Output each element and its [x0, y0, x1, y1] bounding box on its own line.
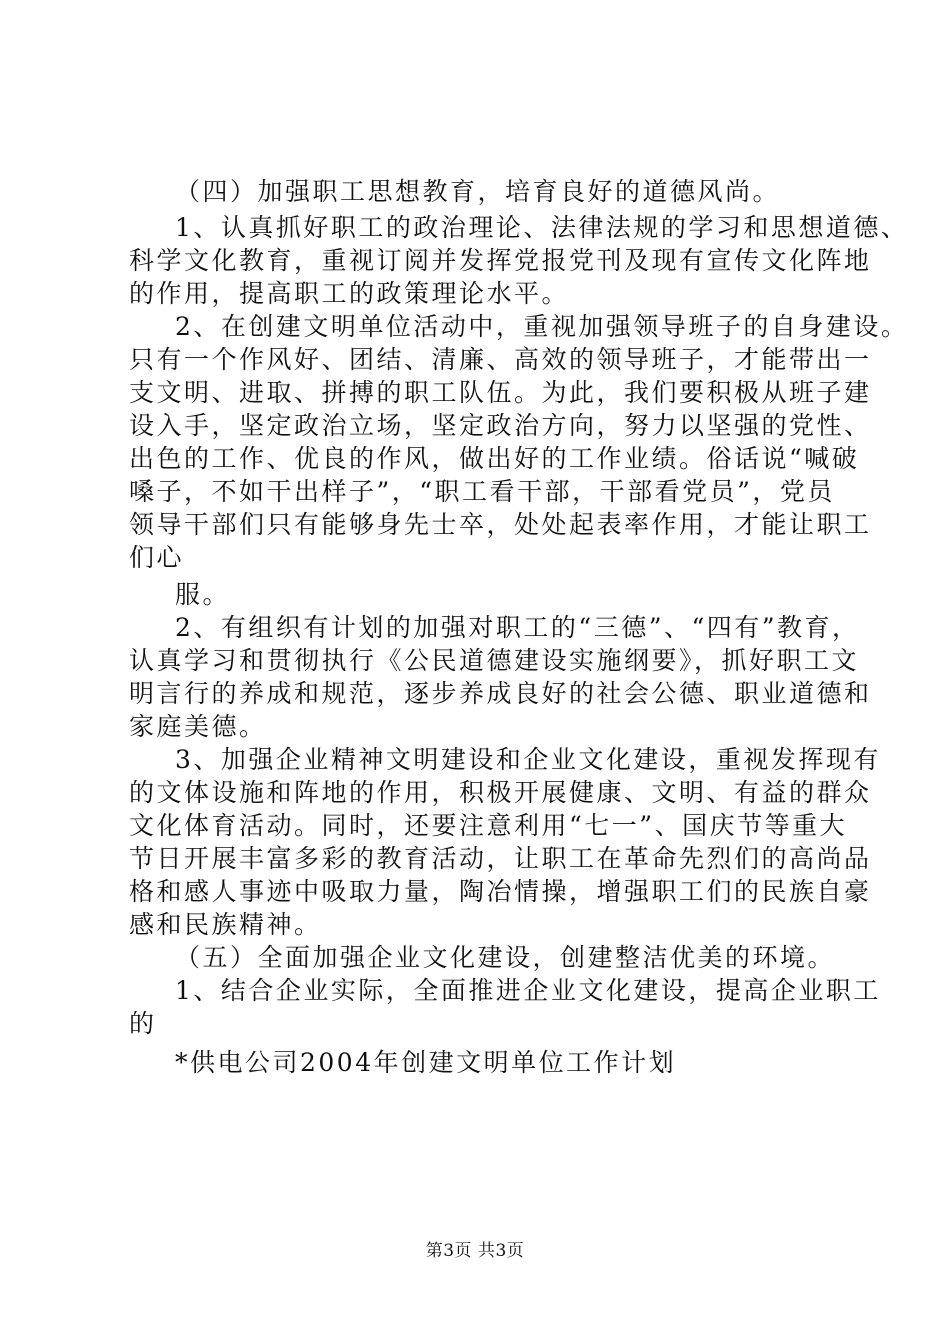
section-heading-four: （四）加强职工思想教育，培育良好的道德风尚。 — [175, 177, 781, 206]
paragraph-line: 科学文化教育，重视订阅并发挥党报党刊及现有宣传文化阵地 — [129, 246, 872, 275]
paragraph-line: 感和民族精神。 — [129, 910, 322, 939]
document-title-line: *供电公司2004年创建文明单位工作计划 — [175, 1048, 677, 1077]
paragraph-line: 节日开展丰富多彩的教育活动，让职工在革命先烈们的高尚品 — [129, 844, 872, 873]
paragraph-line: 服。 — [175, 580, 231, 609]
paragraph-line: 们心 — [129, 543, 185, 572]
paragraph-line: 格和感人事迹中吸取力量，陶冶情操，增强职工们的民族自豪 — [129, 877, 872, 906]
paragraph-line: 2、有组织有计划的加强对职工的“三德”、“四有”教育， — [175, 613, 860, 642]
paragraph-line: 嗓子，不如干出样子”，“职工看干部，干部看党员”，党员 — [129, 477, 835, 506]
page-number-footer: 第3页 共3页 — [425, 1241, 525, 1261]
paragraph-line: 只有一个作风好、团结、清廉、高效的领导班子，才能带出一 — [129, 345, 872, 374]
paragraph-line: 2、在创建文明单位活动中，重视加强领导班子的自身建设。 — [175, 312, 909, 341]
section-heading-five: （五）全面加强企业文化建设，创建整洁优美的环境。 — [175, 943, 836, 972]
paragraph-line: 家庭美德。 — [129, 712, 267, 741]
paragraph-line: 1、认真抓好职工的政治理论、法律法规的学习和思想道德、 — [175, 213, 909, 242]
paragraph-line: 3、加强企业精神文明建设和企业文化建设，重视发挥现有 — [175, 745, 881, 774]
paragraph-line: 领导干部们只有能够身先士卒，处处起表率作用，才能让职工 — [129, 510, 872, 539]
paragraph-line: 的文体设施和阵地的作用，积极开展健康、文明、有益的群众 — [129, 778, 872, 807]
paragraph-line: 明言行的养成和规范，逐步养成良好的社会公德、职业道德和 — [129, 679, 872, 708]
paragraph-line: 的 — [129, 1009, 157, 1038]
paragraph-line: 认真学习和贯彻执行《公民道德建设实施纲要》，抓好职工文 — [129, 646, 860, 675]
paragraph-line: 支文明、进取、拼搏的职工队伍。为此，我们要积极从班子建 — [129, 378, 872, 407]
paragraph-line: 文化体育活动。同时，还要注意利用“七一”、国庆节等重大 — [129, 811, 848, 840]
paragraph-line: 1、结合企业实际，全面推进企业文化建设，提高企业职工 — [175, 976, 881, 1005]
paragraph-line: 出色的工作、优良的作风，做出好的工作业绩。俗话说“喊破 — [129, 444, 860, 473]
paragraph-line: 的作用，提高职工的政策理论水平。 — [129, 279, 570, 308]
paragraph-line: 设入手，坚定政治立场，坚定政治方向，努力以坚强的党性、 — [129, 411, 872, 440]
